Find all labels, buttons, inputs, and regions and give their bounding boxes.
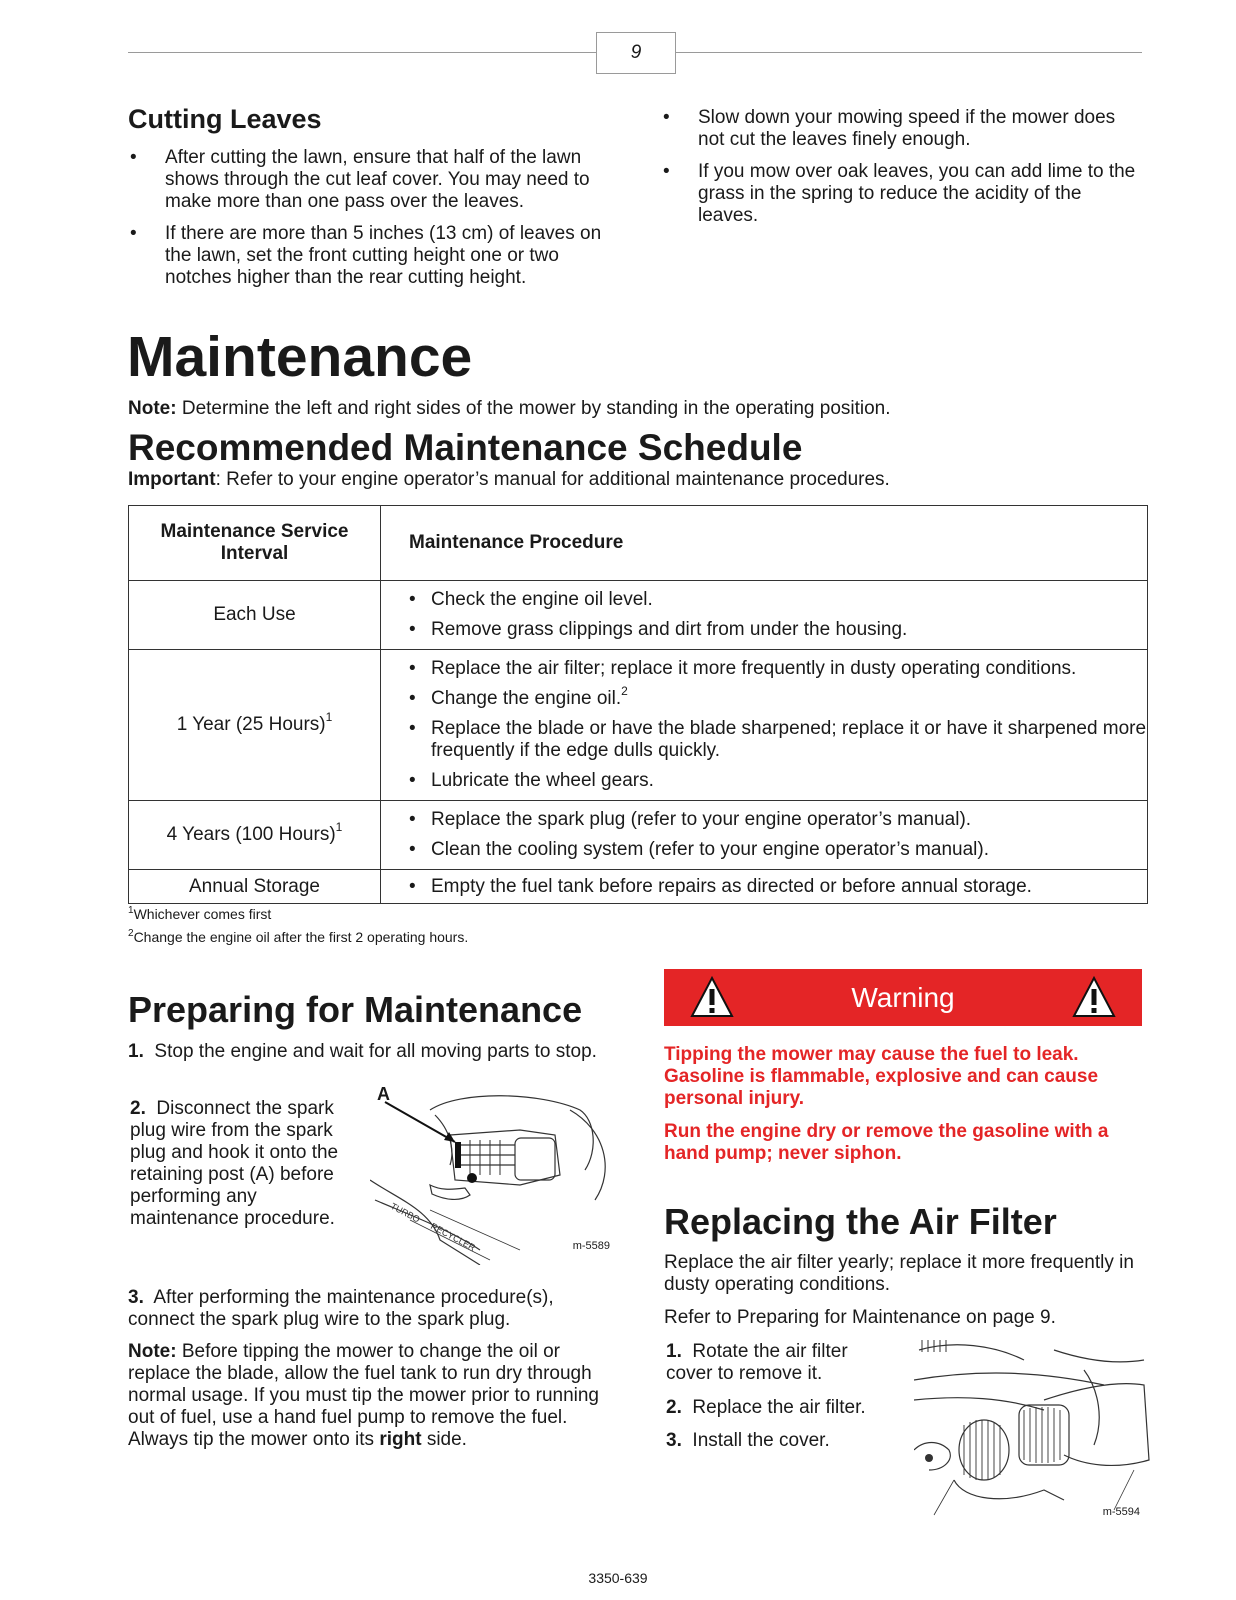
maintenance-note: Note: Determine the left and right sides of the mower by standing in the operating position. <box>128 398 891 419</box>
table-row <box>129 870 1148 904</box>
footnote: $^1$Whichever comes first <box>128 905 272 922</box>
air-filter-step-2: 2. Replace the air filter. <box>666 1397 866 1418</box>
air-filter-refer: Refer to Preparing for Maintenance on page 9. <box>664 1307 1056 1328</box>
schedule-footnotes <box>128 905 468 946</box>
procedure-cell <box>381 801 1148 870</box>
header-rule-left <box>128 52 596 53</box>
cutting-leaves-right-list <box>661 107 1146 237</box>
preparing-step-1: 1. Stop the engine and wait for all moving parts to stop. <box>128 1041 597 1062</box>
table-row <box>129 801 1148 870</box>
svg-text:TURBO: TURBO <box>389 1200 422 1225</box>
list-item: • Replace the spark plug (refer to your engine operator’s manual). <box>409 809 972 830</box>
cutting-leaves-heading: Cutting Leaves <box>128 104 322 134</box>
interval-cell: 4 Years (100 Hours)$^1$ <box>129 801 381 870</box>
air-filter-step-3: 3. Install the cover. <box>666 1430 830 1451</box>
procedure-cell <box>381 870 1148 904</box>
column-header-interval: Maintenance Service Interval <box>129 506 381 581</box>
warning-title: Warning <box>851 982 955 1013</box>
list-item: • Check the engine oil level. <box>409 589 653 610</box>
air-filter-step-1: 1. Rotate the air filter cover to remove it. <box>666 1341 848 1384</box>
schedule-heading: Recommended Maintenance Schedule <box>128 427 803 468</box>
list-item: • Lubricate the wheel gears. <box>409 770 654 791</box>
figure-id: m-5589 <box>572 1240 610 1252</box>
figure-label-a: A <box>377 1084 390 1104</box>
warning-triangle-icon <box>1072 975 1116 1019</box>
preparing-heading: Preparing for Maintenance <box>128 989 583 1030</box>
header-rule-right <box>674 52 1142 53</box>
air-filter-illustration <box>914 1340 1154 1520</box>
svg-text:RECYCLER: RECYCLER <box>429 1220 478 1253</box>
preparing-step-2: 2. Disconnect the spark plug wire from the spark plug and hook it onto the retaining post (A) before performing any maintenance procedure. <box>130 1098 339 1229</box>
maintenance-schedule-table <box>128 505 1148 904</box>
preparing-note: Note: Before tipping the mower to change the oil or replace the blade, allow the fuel tank to run dry through normal usage. If you must tip the mower prior to running out of fuel, use a hand fuel pump to remove the fuel. Always tip the mower onto its right side. <box>128 1341 600 1450</box>
list-item: • Remove grass clippings and dirt from under the housing. <box>409 619 908 640</box>
table-row <box>129 650 1148 801</box>
spark-plug-figure <box>370 1084 620 1265</box>
preparing-step-3: 3. After performing the maintenance procedure(s), connect the spark plug wire to the spark plug. <box>128 1287 554 1330</box>
cutting-leaves-left-list <box>128 147 623 299</box>
list-item: • Clean the cooling system (refer to your engine operator’s manual). <box>409 839 989 860</box>
interval-cell: Annual Storage <box>129 870 381 904</box>
list-item: • After cutting the lawn, ensure that half of the lawn shows through the cut leaf cover. You may need to make more than one pass over the leaves. <box>130 147 590 212</box>
procedure-cell <box>381 650 1148 801</box>
air-filter-intro: Replace the air filter yearly; replace it more frequently in dusty operating conditions. <box>664 1252 1134 1295</box>
list-item: • Change the engine oil.$^2$ <box>409 684 628 709</box>
maintenance-title: Maintenance <box>127 325 473 389</box>
air-filter-heading: Replacing the Air Filter <box>664 1201 1057 1242</box>
interval-cell: Each Use <box>129 581 381 650</box>
list-item: • Empty the fuel tank before repairs as directed or before annual storage. <box>409 875 1032 897</box>
list-item: • Slow down your mowing speed if the mower does not cut the leaves finely enough. <box>663 107 1116 150</box>
warning-banner <box>664 969 1142 1026</box>
column-header-procedure: Maintenance Procedure <box>381 506 1148 581</box>
warning-text-2: Run the engine dry or remove the gasoline with a hand pump; never siphon. <box>664 1121 1109 1164</box>
figure-id: m-5594 <box>1102 1506 1140 1518</box>
list-item: • Replace the blade or have the blade sharpened; replace it or have it sharpened more frequently if the edge dulls quickly. <box>409 718 1147 761</box>
list-item: • If you mow over oak leaves, you can add lime to the grass in the spring to reduce the acidity of the leaves. <box>663 161 1136 226</box>
list-item: • If there are more than 5 inches (13 cm) of leaves on the lawn, set the front cutting height one or two notches higher than the rear cutting height. <box>130 223 602 288</box>
document-number: 3350-639 <box>588 1570 648 1586</box>
table-row <box>129 581 1148 650</box>
interval-cell: 1 Year (25 Hours)$^1$ <box>129 650 381 801</box>
list-item: • Replace the air filter; replace it more frequently in dusty operating conditions. <box>409 658 1077 679</box>
procedure-cell <box>381 581 1148 650</box>
footnote: $^2$Change the engine oil after the first 2 operating hours. <box>128 928 469 945</box>
schedule-important: Important: Refer to your engine operator’s manual for additional maintenance procedures. <box>128 469 890 490</box>
table-header-row <box>129 506 1148 581</box>
page-number: 9 <box>596 32 676 74</box>
air-filter-figure <box>914 1340 1154 1520</box>
warning-text-1: Tipping the mower may cause the fuel to leak. Gasoline is flammable, explosive and can cause personal injury. <box>664 1044 1099 1109</box>
spark-plug-illustration <box>370 1090 620 1265</box>
